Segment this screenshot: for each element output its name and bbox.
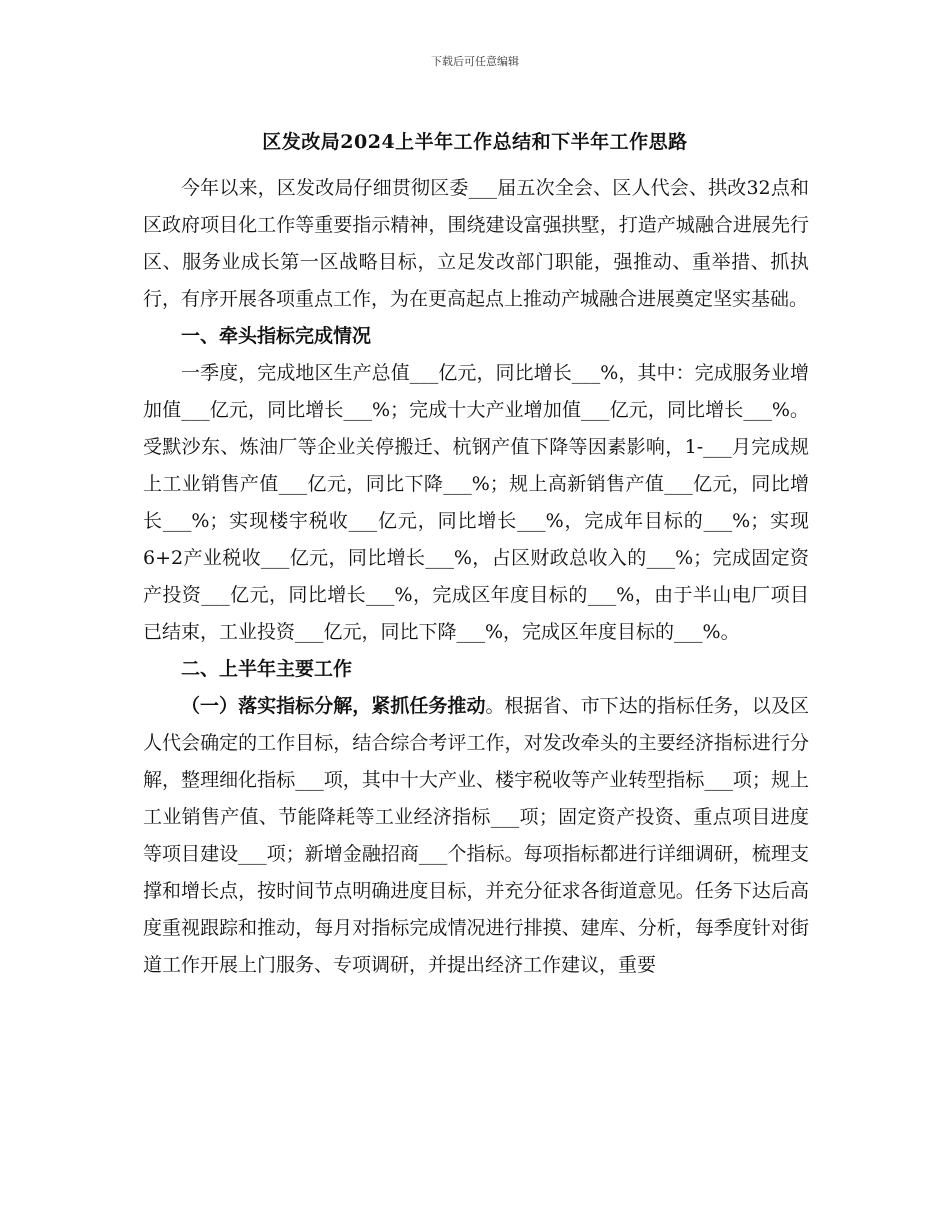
document-body [143, 170, 809, 984]
section-2-item-1 [143, 688, 809, 984]
section-1-heading: 一、牵头指标完成情况 [181, 325, 372, 347]
intro-paragraph: 今年以来，区发改局仔细贯彻区委___届五次全会、区人代会、拱改32点和区政府项目化工作等重要指示精神，围绕建设富强拱墅，打造产城融合进展先行区、服务业成长第一区战略目标，立足发改部门职能，强推动、重举措、抓执行，有序开展各项重点工作，为在更高起点上推动产城融合进展奠定坚实基础。 [143, 177, 809, 310]
section-1-paragraph: 一季度，完成地区生产总值___亿元，同比增长___%，其中：完成服务业增加值___亿元，同比增长___%；完成十大产业增加值___亿元，同比增长___%。受默沙东、炼油厂等企业关停搬迁、杭钢产值下降等因素影响，1-___月完成规上工业销售产值___亿元，同比下降___%；规上高新销售产值___亿元，同比增长___%；实现楼宇税收___亿元，同比增长___%，完成年目标的___%；实现6+2产业税收___亿元，同比增长___%，占区财政总收入的___%；完成固定资产投资___亿元，同比增长___%，完成区年度目标的___%，由于半山电厂项目已结束，工业投资___亿元，同比下降___%，完成区年度目标的___%。 [143, 362, 809, 643]
item-1-body: 。根据省、市下达的指标任务，以及区人代会确定的工作目标，结合综合考评工作，对发改牵头的主要经济指标进行分解，整理细化指标___项，其中十大产业、楼宇税收等产业转型指标___项；规上工业销售产值、节能降耗等工业经济指标___项；固定资产投资、重点项目进度等项目建设___项；新增金融招商___个指标。每项指标都进行详细调研，梳理支撑和增长点，按时间节点明确进度目标，并充分征求各街道意见。任务下达后高度重视跟踪和推动，每月对指标完成情况进行排摸、建库、分析，每季度针对街道工作开展上门服务、专项调研，并提出经济工作建议，重要 [143, 695, 809, 976]
item-1-lead: （一）落实指标分解，紧抓任务推动 [181, 695, 486, 717]
section-2-heading: 二、上半年主要工作 [181, 658, 353, 680]
document-title: 区发改局2024上半年工作总结和下半年工作思路 [262, 131, 688, 153]
page-header-note: 下载后可任意编辑 [431, 55, 519, 68]
